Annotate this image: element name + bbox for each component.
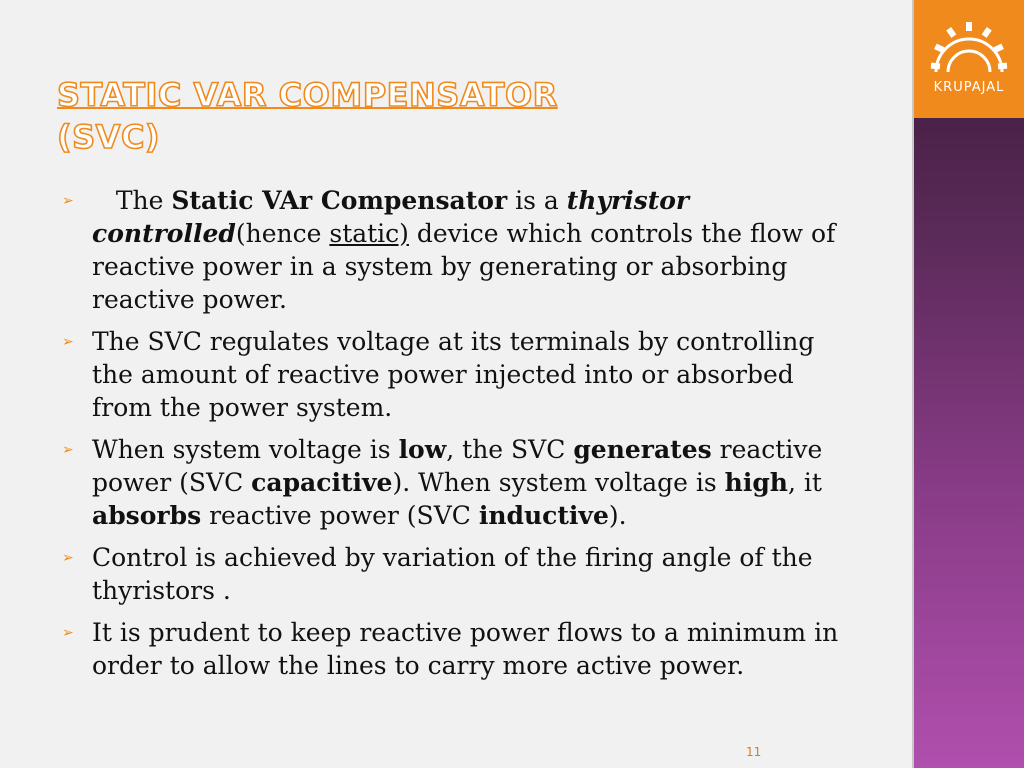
text-run: Control is achieved by variation of the firing angle of the thyristors .	[92, 543, 813, 605]
text-run: reactive power (SVC	[201, 501, 479, 530]
bold-term: high	[724, 468, 788, 497]
bullet-item-1	[60, 184, 850, 316]
krupajal-logo	[914, 0, 1024, 118]
bold-term: capacitive	[251, 468, 393, 497]
chevron-right-icon: ➢	[62, 334, 74, 350]
chevron-right-icon: ➢	[62, 193, 74, 209]
text-run: ). When system voltage is	[392, 468, 725, 497]
text-run: The	[115, 186, 172, 215]
chevron-right-icon: ➢	[62, 550, 74, 566]
text-run: , the SVC	[446, 435, 574, 464]
text-run: device which controls the flow of reactive power in a system by generating or absorbing reactive power.	[92, 219, 836, 314]
bold-italic-term: thyristor controlled	[92, 186, 690, 248]
chevron-right-icon: ➢	[62, 625, 74, 641]
bullet-item-3	[60, 433, 850, 532]
text-run: , it	[788, 468, 822, 497]
text-run: It is prudent to keep reactive power flows to a minimum in order to allow the lines to carry more active power.	[92, 618, 839, 680]
bold-term: low	[398, 435, 447, 464]
text-run: ).	[608, 501, 627, 530]
bold-term: absorbs	[92, 501, 202, 530]
slide-title-line-1: STATIC VAR COMPENSATOR	[57, 76, 558, 114]
bullet-list	[60, 184, 850, 691]
decorative-sidebar	[912, 0, 1024, 768]
text-run: reactive power (SVC	[92, 435, 823, 497]
slide-title	[57, 74, 757, 158]
bullet-item-2	[60, 325, 850, 424]
bold-term: generates	[573, 435, 712, 464]
underlined-term: static)	[329, 219, 409, 248]
logo-wordmark: KRUPAJAL	[933, 80, 1005, 95]
text-run: When system voltage is	[92, 435, 399, 464]
bold-term: Static VAr Compensator	[171, 186, 508, 215]
bullet-item-5	[60, 616, 850, 682]
slide-title-line-2: (SVC)	[57, 118, 161, 156]
page-number: 11	[746, 745, 762, 759]
text-run: (hence	[235, 219, 330, 248]
text-run: The SVC regulates voltage at its terminals by controlling the amount of reactive power injected into or absorbed from the power system.	[92, 327, 815, 422]
chevron-right-icon: ➢	[62, 442, 74, 458]
bullet-item-4	[60, 541, 850, 607]
gear-sun-icon	[914, 0, 1024, 80]
bold-term: inductive	[478, 501, 609, 530]
text-run: is a	[507, 186, 567, 215]
